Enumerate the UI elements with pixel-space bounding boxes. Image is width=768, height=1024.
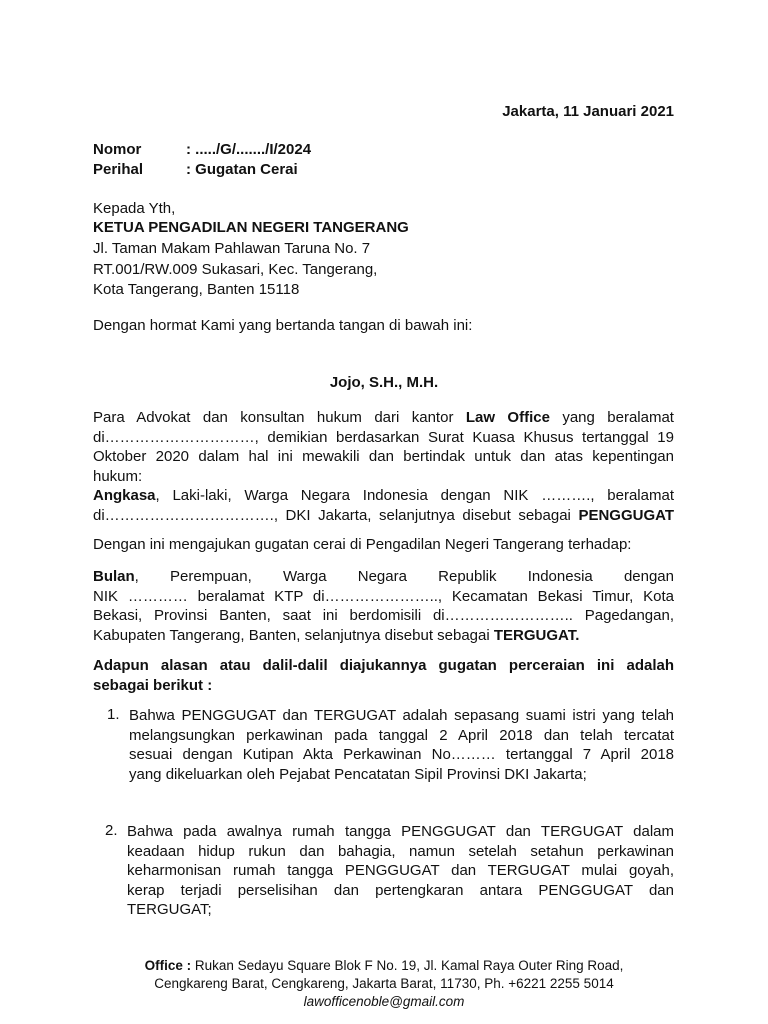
defendant-label: TERGUGAT. [493,626,580,644]
plaintiff-label: PENGGUGAT [578,506,674,524]
footer-email: lawofficenoble@gmail.com [303,994,465,1009]
paragraph-line [93,626,674,646]
paragraph-line [93,408,674,428]
paragraph-line [93,567,674,587]
advocate-paragraph [93,408,674,525]
text-run: Para Advokat dan konsultan hukum dari kantor [93,409,466,426]
footer-address-line [0,957,768,975]
place-date: Jakarta, 11 Januari 2021 [502,103,674,120]
list-item-line: Bahwa PENGGUGAT dan TERGUGAT adalah sepasang suami istri yang telah [129,707,674,724]
nomor-value: : ...../G/......./I/2024 [186,141,312,158]
list-item-number: 1. [107,706,120,723]
list-item-line: yang dikeluarkan oleh Pejabat Pencatatan Sipil Provinsi DKI Jakarta; [129,765,587,783]
list-item-line: keharmonisan rumah tangga PENGGUGAT dan TERGUGAT mulai goyah, [127,862,674,879]
paragraph-line: Bekasi, Provinsi Banten, saat ini berdomisili di…………………….. Pagedangan, [93,607,674,624]
defendant-paragraph [93,567,674,645]
law-office-name: Law Office [465,409,550,426]
paragraph-line [93,486,674,506]
plaintiff-name: Angkasa [93,487,156,504]
list-item-number: 2. [105,822,118,839]
nomor-label: Nomor [93,141,142,158]
text-run: , Perempuan, Warga Negara Republik Indonesia dengan [134,568,674,585]
reasons-heading [93,656,674,695]
list-item-line: sesuai dengan Kutipan Akta Perkawinan No……… tertanggal 7 April 2018 [129,746,674,763]
recipient-address-line: Jl. Taman Makam Pahlawan Taruna No. 7 [93,240,371,257]
letter-footer [0,957,768,1011]
filing-statement: Dengan ini mengajukan gugatan cerai di Pengadilan Negeri Tangerang terhadap: [93,536,632,553]
paragraph-line [93,506,674,526]
paragraph-line: di…………………………, demikian berdasarkan Surat Kuasa Khusus tertanggal 19 [93,428,674,446]
list-item [129,706,674,784]
recipient-address-line: RT.001/RW.009 Sukasari, Kec. Tangerang, [93,261,378,278]
recipient-salutation: Kepada Yth, [93,200,176,217]
list-item-line: TERGUGAT; [127,901,212,918]
text-run: , Laki-laki, Warga Negara Indonesia dengan NIK ………., beralamat [155,487,674,504]
perihal-label: Perihal [93,161,144,178]
list-item-line: Bahwa pada awalnya rumah tangga PENGGUGAT dan TERGUGAT dalam [127,823,674,840]
paragraph-line: Oktober 2020 dalam hal ini mewakili dan bertindak untuk dan atas kepentingan [93,448,674,465]
opening-text: Dengan hormat Kami yang bertanda tangan di bawah ini: [93,317,473,334]
defendant-name: Bulan [93,568,135,585]
text-run: Kabupaten Tangerang, Banten, selanjutnya disebut sebagai [93,626,494,644]
heading-line: Adapun alasan atau dalil-dalil diajukannya gugatan perceraian ini adalah [93,657,674,674]
recipient-name: KETUA PENGADILAN NEGERI TANGERANG [93,219,409,236]
heading-line: sebagai berikut : [93,676,213,694]
footer-address-line: Cengkareng Barat, Cengkareng, Jakarta Barat, 11730, Ph. +6221 2255 5014 [154,976,614,991]
paragraph-line: hukum: [93,467,143,485]
office-address: Rukan Sedayu Square Blok F No. 19, Jl. Kamal Raya Outer Ring Road, [191,958,624,973]
perihal-value: : Gugatan Cerai [186,161,298,178]
list-item-line: kerap terjadi perselisihan dan pertengkaran antara PENGGUGAT dan [127,881,674,899]
list-item-line: melangsungkan perkawinan pada tanggal 2 April 2018 dan telah tercatat [129,726,674,744]
text-run: di……………………………., DKI Jakarta, selanjutnya disebut sebagai [93,506,579,524]
list-item-line: keadaan hidup rukun dan bahagia, namun setelah setahun perkawinan [127,842,674,860]
recipient-address-line: Kota Tangerang, Banten 15118 [93,281,300,298]
paragraph-line: NIK ………… beralamat KTP di………………….., Kecamatan Bekasi Timur, Kota [93,587,674,605]
list-item [127,822,674,920]
advocate-name: Jojo, S.H., M.H. [329,374,439,391]
office-label: Office : [144,958,192,973]
text-run: yang beralamat [549,409,674,426]
